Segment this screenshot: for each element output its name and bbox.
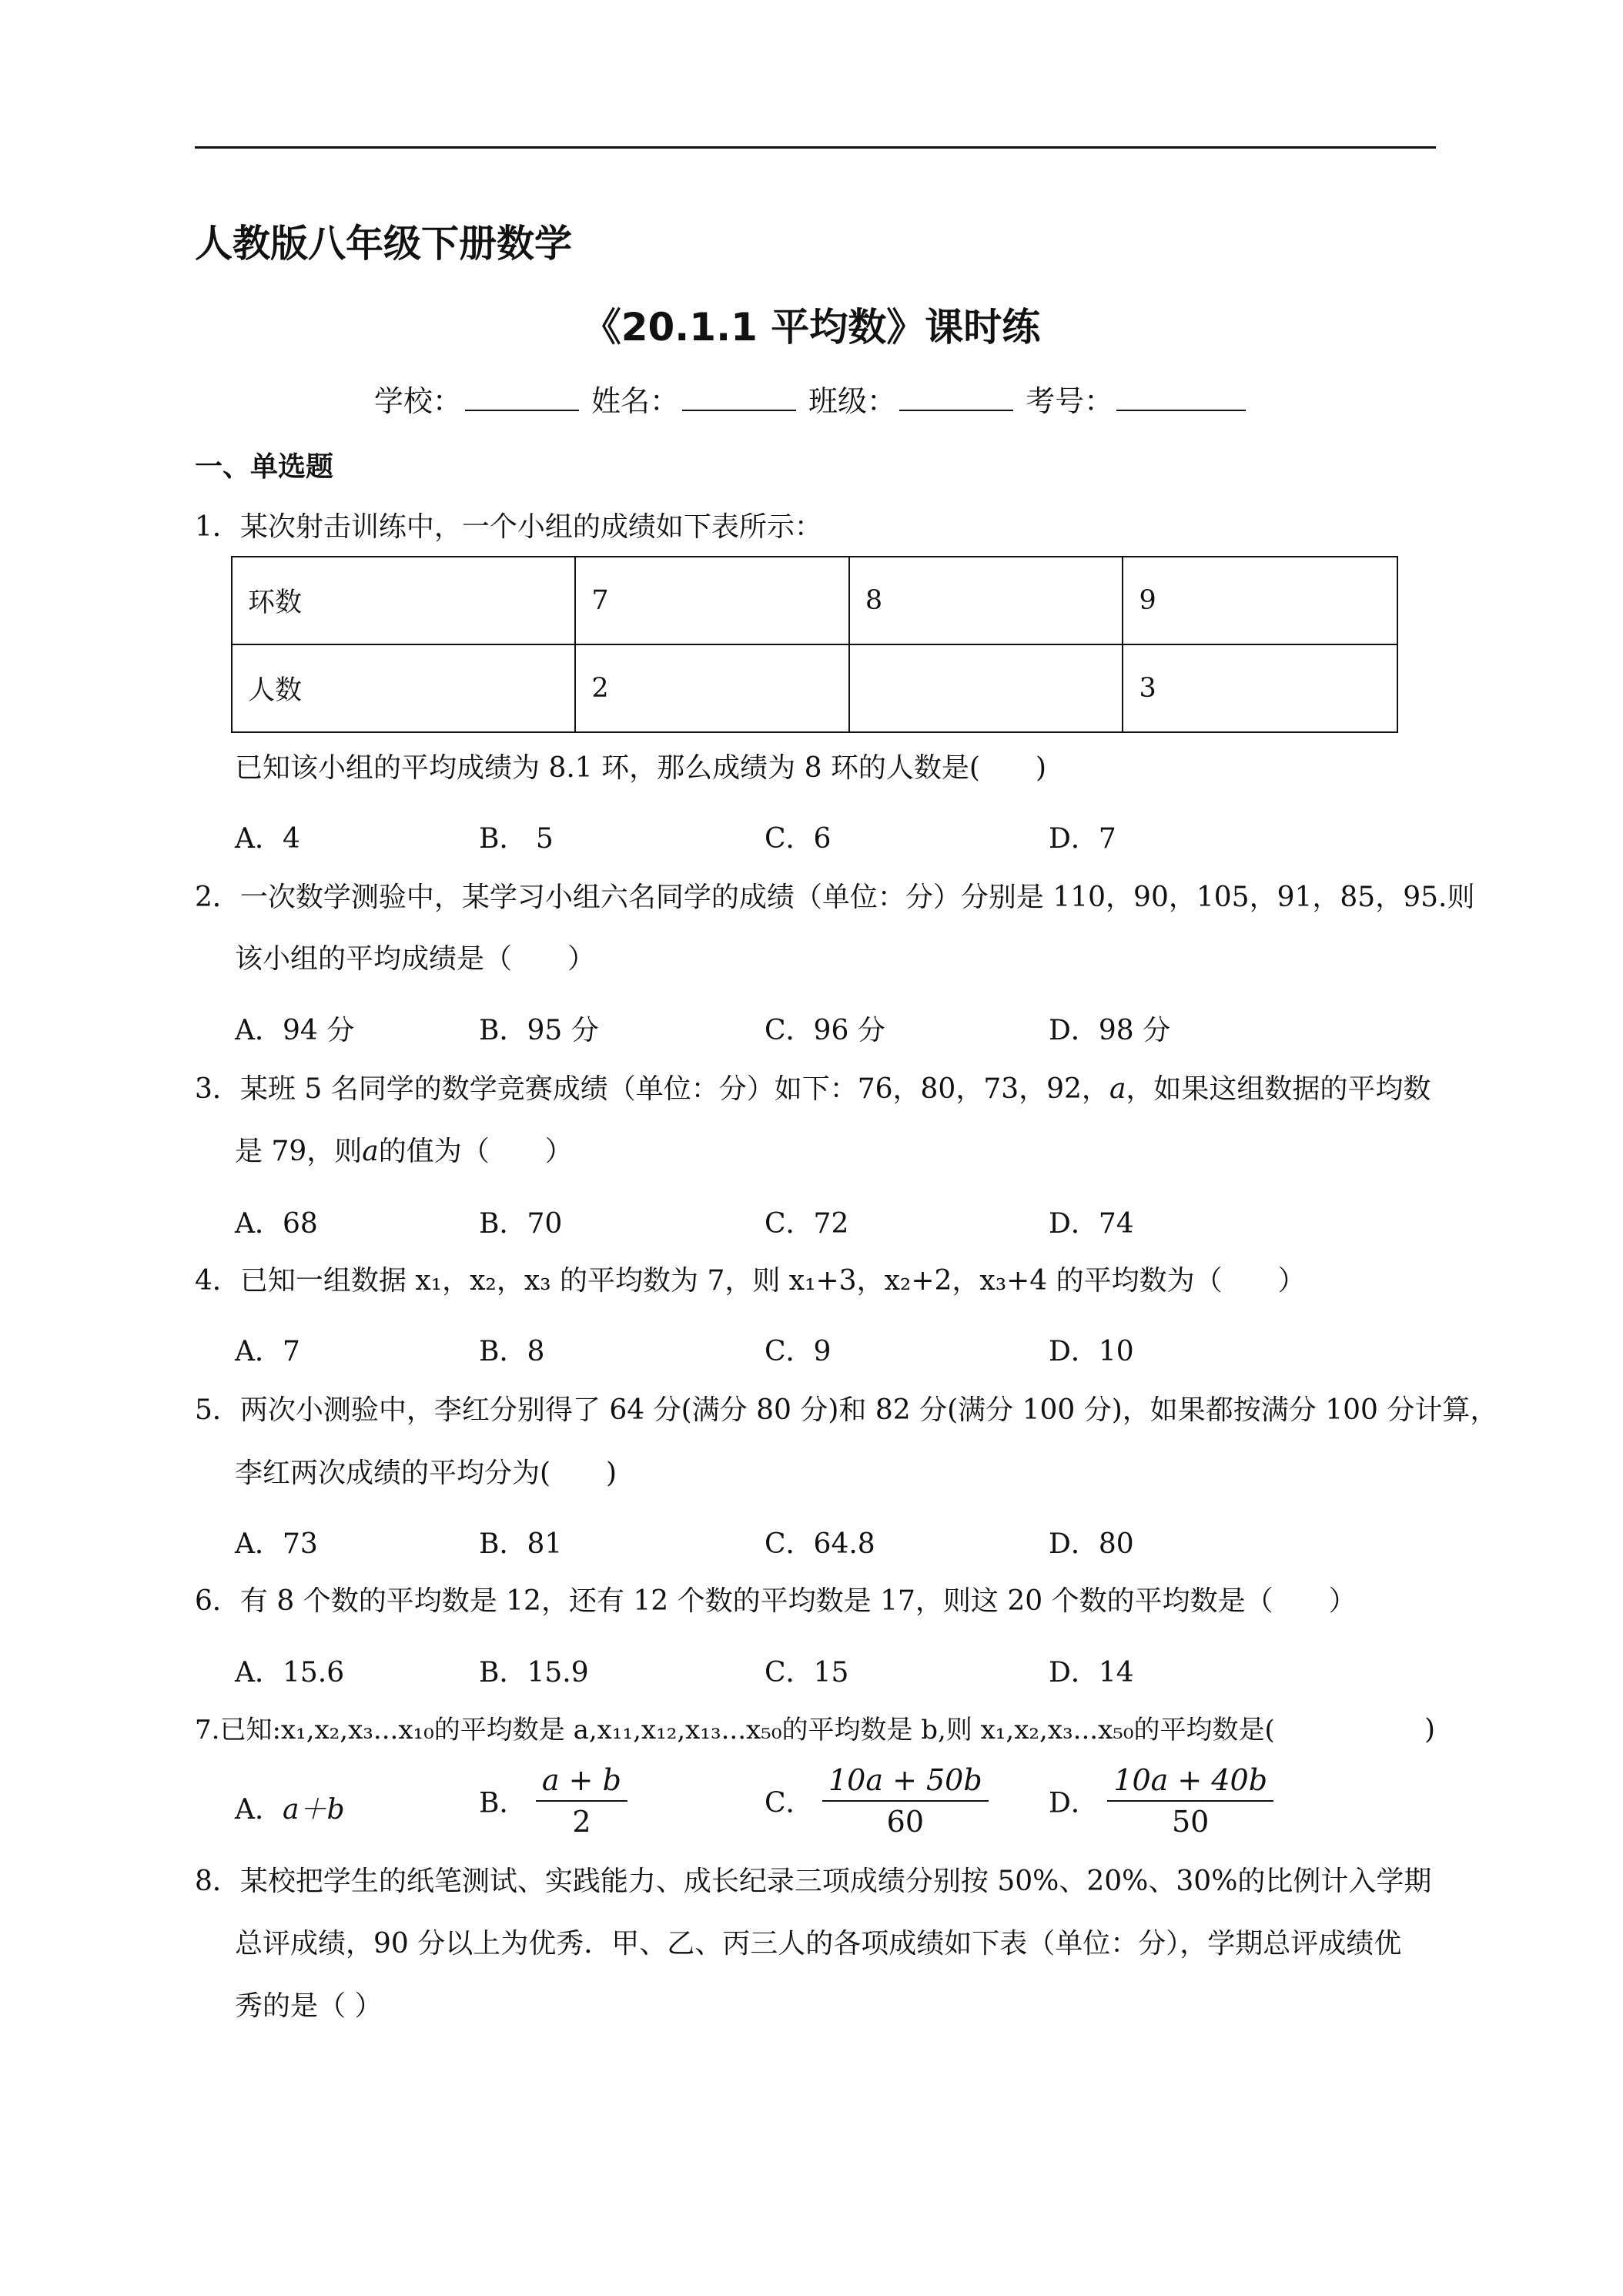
header-rule [195,146,1436,149]
question-4-option-a[interactable]: A．7 [235,1336,300,1367]
question-3-stem-part: 的值为（ ） [378,1136,573,1167]
question-5-option-b[interactable]: B．81 [479,1528,563,1560]
fraction-numerator: 10a + 50b [822,1763,989,1802]
fraction-denominator: 2 [572,1805,591,1839]
question-7-option-b[interactable] [479,1763,627,1839]
question-1-stem: 1．某次射击训练中，一个小组的成绩如下表所示： [195,511,822,543]
fraction [1107,1763,1273,1839]
table-cell: 3 [1123,644,1397,732]
question-7-option-a[interactable] [235,1788,345,1827]
question-4-option-b[interactable]: B．8 [479,1336,545,1367]
fraction [822,1763,989,1839]
option-label: C． [765,1787,814,1819]
student-info-line [0,377,1623,420]
question-3-stem-2 [235,1136,573,1167]
exam-number-label: 考号： [1026,384,1114,418]
name-blank[interactable] [682,382,796,411]
question-3-option-d[interactable]: D．74 [1049,1208,1134,1240]
question-5-option-c[interactable]: C．64.8 [765,1528,875,1560]
class-blank[interactable] [899,382,1013,411]
table-cell [849,644,1123,732]
question-1-option-b[interactable]: B． 5 [479,823,554,855]
table-cell: 人数 [232,644,575,732]
question-2-option-a[interactable]: A．94 分 [235,1015,355,1046]
question-8-line-3: 秀的是（ ） [235,1990,383,2022]
question-3-stem [195,1074,1431,1105]
question-6-stem: 6．有 8 个数的平均数是 12，还有 12 个数的平均数是 17，则这 20 个数的平均数是（ ） [195,1585,1357,1617]
option-label: A． [235,1794,283,1826]
name-label: 姓名： [591,384,679,418]
question-7-option-d[interactable] [1049,1763,1273,1839]
question-2-stem-2: 该小组的平均成绩是（ ） [235,943,596,975]
question-1-stem-2: 已知该小组的平均成绩为 8.1 环，那么成绩为 8 环的人数是( ) [235,752,1047,784]
fraction-numerator: 10a + 40b [1107,1763,1273,1802]
page-title: 《20.1.1 平均数》课时练 [582,305,1041,350]
question-7-stem: 7.已知:x₁,x₂,x₃...x₁₀的平均数是 a,x₁₁,x₁₂,x₁₃...x₅₀的平均数是 b,则 x₁,x₂,x₃...x₅₀的平均数是( [195,1715,1275,1745]
question-2-option-c[interactable]: C．96 分 [765,1015,885,1046]
school-label: 学校： [373,384,462,418]
question-1-option-a[interactable]: A．4 [235,823,300,855]
question-3-option-a[interactable]: A．68 [235,1208,318,1240]
question-5-option-d[interactable]: D．80 [1049,1528,1134,1560]
question-1-option-c[interactable]: C．6 [765,823,832,855]
question-2-stem: 2．一次数学测验中，某学习小组六名同学的成绩（单位：分）分别是 110，90，105，91，85，95.则 [195,882,1475,913]
question-5-option-a[interactable]: A．73 [235,1528,318,1560]
option-expression: a＋b [283,1794,345,1826]
variable-a: a [362,1136,379,1167]
question-6-option-c[interactable]: C．15 [765,1657,849,1689]
fraction-denominator: 50 [1171,1805,1210,1839]
question-1-option-d[interactable]: D．7 [1049,823,1116,855]
option-label: D． [1049,1787,1099,1819]
question-4-option-d[interactable]: D．10 [1049,1336,1134,1367]
question-6-option-a[interactable]: A．15.6 [235,1657,345,1689]
question-8-line-1: 8．某校把学生的纸笔测试、实践能力、成长纪录三项成绩分别按 50%、20%、30%的比例计入学期 [195,1866,1432,1897]
table-cell: 8 [849,557,1123,644]
fraction-numerator: a + b [536,1763,627,1802]
question-8-line-2: 总评成绩，90 分以上为优秀．甲、乙、丙三人的各项成绩如下表（单位：分），学期总评成绩优 [235,1928,1402,1960]
question-4-stem: 4．已知一组数据 x₁，x₂，x₃ 的平均数为 7，则 x₁+3，x₂+2，x₃+4 的平均数为（ ） [195,1265,1306,1297]
table-cell: 9 [1123,557,1397,644]
variable-a: a [1109,1073,1126,1105]
question-4-option-c[interactable]: C．9 [765,1336,832,1367]
question-3-stem-part: 3．某班 5 名同学的数学竞赛成绩（单位：分）如下：76，80，73，92， [195,1073,1109,1105]
question-7-stem-end: ) [1424,1714,1436,1745]
question-5-stem: 5．两次小测验中，李红分别得了 64 分(满分 80 分)和 82 分(满分 100 分)，如果都按满分 100 分计算， [195,1394,1498,1426]
question-6-option-b[interactable]: B．15.9 [479,1657,589,1689]
exam-number-blank[interactable] [1116,382,1246,411]
series-title: 人教版八年级下册数学 [195,222,573,266]
fraction-denominator: 60 [886,1805,925,1839]
class-label: 班级： [808,384,897,418]
table-cell: 7 [575,557,849,644]
question-6-option-d[interactable]: D．14 [1049,1657,1134,1689]
table-cell: 2 [575,644,849,732]
question-5-stem-2: 李红两次成绩的平均分为( ) [235,1458,617,1489]
school-blank[interactable] [465,382,579,411]
fraction [536,1763,627,1839]
table-cell: 环数 [232,557,575,644]
question-7-option-c[interactable] [765,1763,989,1839]
question-2-option-b[interactable]: B．95 分 [479,1015,599,1046]
score-table [231,556,1398,733]
option-label: B． [479,1787,527,1819]
question-3-stem-part: ，如果这组数据的平均数 [1126,1073,1431,1105]
table-row [232,644,1397,732]
question-3-option-b[interactable]: B．70 [479,1208,563,1240]
question-2-option-d[interactable]: D．98 分 [1049,1015,1171,1046]
table-row [232,557,1397,644]
section-title: 一、单选题 [195,451,334,483]
question-3-stem-part: 是 79，则 [235,1136,363,1167]
question-3-option-c[interactable]: C．72 [765,1208,849,1240]
